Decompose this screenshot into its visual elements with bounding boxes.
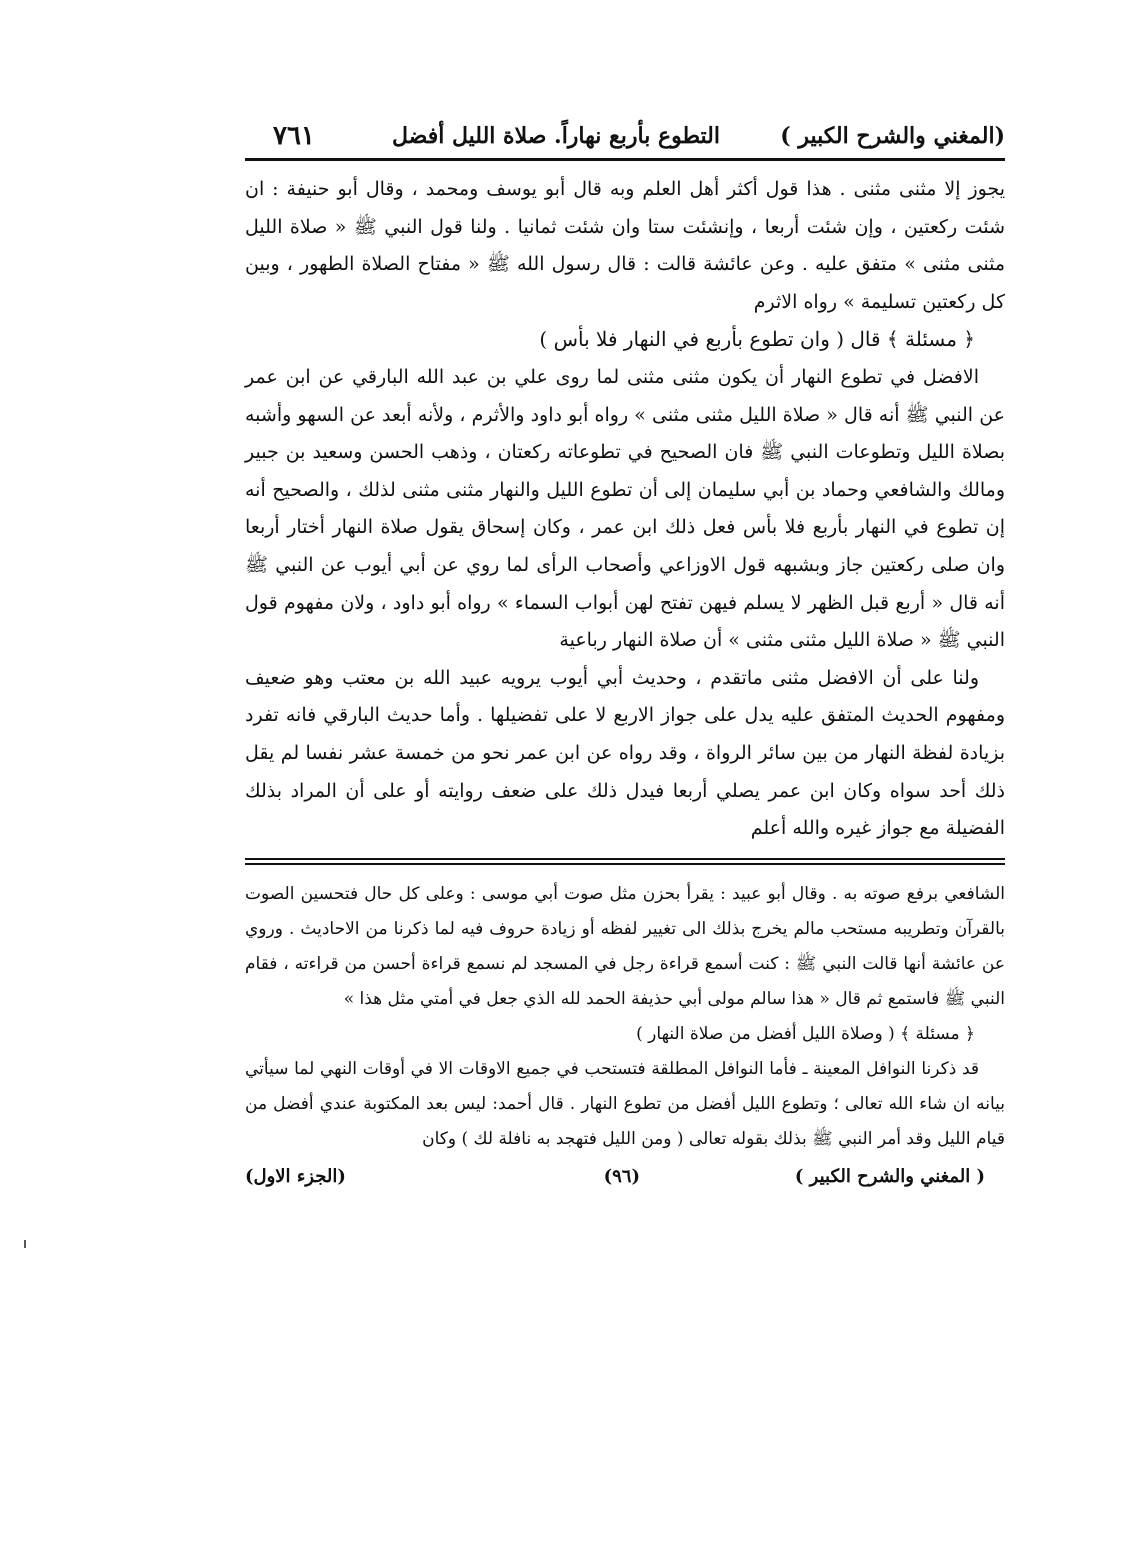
footer-book-title: ( المغني والشرح الكبير ) [794,1165,985,1187]
divider-line-bottom [245,863,1005,865]
footer-page-number: (٩٦) [603,1165,640,1187]
page-footer [245,1159,1005,1195]
main-paragraph-2: الافضل في تطوع النهار أن يكون مثنى مثنى لما روى علي بن عبد الله البارقي عن ابن عمر عن النبي ﷺ أنه قال « صلاة الليل مثنى مثنى » رواه أبو داود والأثرم ، ولأنه أبعد عن السهو وأشبه بصلاة الليل وتطوعات النبي ﷺ فان الصحيح في تطوعاته ركعتان ، وذهب الحسن وسعيد بن جبير ومالك والشافعي وحماد بن أبي سليمان إلى أن تطوع الليل والنهار مثنى مثنى لذلك ، والصحيح أنه إن تطوع في النهار بأربع فلا بأس فعل ذلك ابن عمر ، وكان إسحاق يقول صلاة النهار أختار أربعا وان صلى ركعتين جاز وبشبهه قول الاوزاعي وأصحاب الرأى لما روي عن أبي أيوب عن النبي ﷺ أنه قال « أربع قبل الظهر لا يسلم فيهن تفتح لهن أبواب السماء » رواه أبو داود ، ولان مفهوم قول النبي ﷺ « صلاة الليل مثنى مثنى » أن صلاة النهار رباعية [245,365,1005,652]
issue-heading-2: ﴿ مسئلة ﴾ ( وصلاة الليل أفضل من صلاة النهار ) [636,1023,975,1044]
header-topic: التطوع بأربع نهاراً. صلاة الليل أفضل [391,123,720,149]
issue-heading-1: ﴿ مسئلة ﴾ قال ( وان تطوع بأربع في النهار فلا بأس ) [539,327,975,352]
main-text [245,171,1005,848]
lower-text [245,877,1005,1157]
main-paragraph-3: ولنا على أن الافضل مثنى ماتقدم ، وحديث أبي أيوب يرويه عبيد الله بن معتب وهو ضعيف ومفهوم الحديث المتفق عليه يدل على جواز الاربع لا على تفضيلها . وأما حديث البارقي فانه تفرد بزيادة لفظة النهار من بين سائر الرواة ، وقد رواه عن ابن عمر نحو من خمسة عشر نفسا لم يقل ذلك أحد سواه وكان ابن عمر يصلي أربعا فيدل ذلك على ضعف روايته أو على أن المراد بذلك الفضيلة مع جواز غيره والله أعلم [245,666,1005,840]
header-book-title: (المغني والشرح الكبير ) [780,123,1005,149]
running-header [245,118,1005,154]
book-page [245,118,1005,1195]
header-page-number: ٧٦١ [273,121,315,151]
lower-paragraph-1: الشافعي برفع صوته به . وقال أبو عبيد : يقرأ بحزن مثل صوت أبي موسى : وعلى كل حال فتحسين الصوت بالقرآن وتطريبه مستحب مالم يخرج بذلك الى تغيير لفظه أو زيادة حروف فيه لما ذكرنا من الاحاديث . وروي عن عائشة أنها قالت النبي ﷺ : كنت أسمع قراءة رجل في المسجد لم نسمع قراءة أحسن من قراءته ، فقام النبي ﷺ فاستمع ثم قال « هذا سالم مولى أبي حذيفة الحمد لله الذي جعل في أمتي مثل هذا » [245,883,1005,1009]
footer-volume: (الجزء الاول) [245,1165,346,1187]
lower-paragraph-2: قد ذكرنا النوافل المعينة ـ فأما النوافل المطلقة فتستحب في جميع الاوقات الا في أوقات النهي لما سيأتي بيانه ان شاء الله تعالى ؛ وتطوع الليل أفضل من تطوع النهار . قال أحمد: ليس بعد المكتوبة عندي أفضل من قيام الليل وقد أمر النبي ﷺ بذلك بقوله تعالى ( ومن الليل فتهجد به نافلة لك ) وكان [245,1058,1005,1149]
divider-line-top [245,858,1005,860]
header-rule [245,158,1005,161]
scan-mark [24,1240,26,1248]
section-divider [245,858,1005,865]
main-paragraph-1: يجوز إلا مثنى مثنى . هذا قول أكثر أهل العلم وبه قال أبو يوسف ومحمد ، وقال أبو حنيفة : ان شئت ركعتين ، وإن شئت أربعا ، وإنشئت ستا وان شئت ثمانيا . ولنا قول النبي ﷺ « صلاة الليل مثنى مثنى » متفق عليه . وعن عائشة قالت : قال رسول الله ﷺ « مفتاح الصلاة الطهور ، وبين كل ركعتين تسليمة » رواه الاثرم [245,178,1005,313]
